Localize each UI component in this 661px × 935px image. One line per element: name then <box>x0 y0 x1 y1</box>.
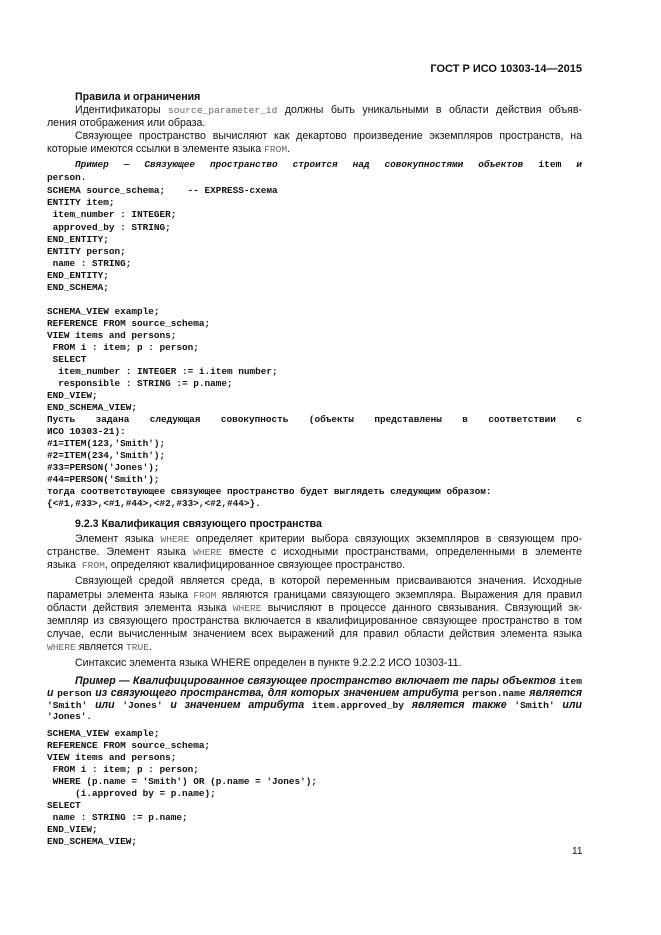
text: или <box>562 699 582 711</box>
inline-code: person <box>57 688 92 699</box>
text: и <box>561 159 582 170</box>
text: которые имеются ссылки в элементе языка <box>47 143 265 155</box>
code-line: END_VIEW; <box>47 824 98 835</box>
paragraph-line <box>47 546 582 559</box>
section-title: Правила и ограничения <box>75 91 201 103</box>
paragraph-line <box>47 602 582 615</box>
code-line: #44=PERSON('Smith'); <box>47 474 160 485</box>
code-line: END_VIEW; <box>47 390 98 401</box>
code-line: REFERENCE FROM source_schema; <box>47 740 211 751</box>
text: вместе с исходными пространствами, определенными в элементе <box>221 546 582 558</box>
code-line: ENTITY item; <box>47 197 115 208</box>
paragraph-line <box>75 104 582 117</box>
text: и значением атрибута <box>162 699 312 711</box>
text: является также <box>403 699 515 711</box>
example-line: person. <box>47 172 87 183</box>
code-line: name : STRING := p.name; <box>47 812 188 823</box>
paragraph-line: Связующей средой является среда, в которой переменным присваиваются значения. Исходные <box>75 575 582 587</box>
inline-code: person.name <box>462 688 526 699</box>
code-line: тогда соответствующее связующее пространство будет выглядеть следующим образом: <box>47 486 492 497</box>
code-line: item_number : INTEGER; <box>47 209 177 220</box>
paragraph-line <box>75 533 582 546</box>
inline-code: WHERE <box>232 603 262 614</box>
inline-code: WHERE <box>193 547 222 558</box>
inline-code: 'Jones' <box>122 700 163 711</box>
text: является <box>75 641 127 653</box>
paragraph-line <box>47 589 582 602</box>
code-line: END_ENTITY; <box>47 270 109 281</box>
standard-header: ГОСТ Р ИСО 10303-14—2015 <box>430 63 582 75</box>
code-line: SELECT <box>47 354 87 365</box>
code-line: END_SCHEMA_VIEW; <box>47 402 138 413</box>
example-line: 'Jones'. <box>47 711 93 722</box>
code-line: VIEW items and persons; <box>47 752 177 763</box>
inline-code: item <box>538 159 562 170</box>
code-line: VIEW items and persons; <box>47 330 177 341</box>
code-line: SCHEMA_VIEW example; <box>47 728 160 739</box>
text: должны быть уникальными в области действия объяв- <box>277 104 582 116</box>
paragraph-line <box>47 641 582 654</box>
code-line: END_ENTITY; <box>47 234 109 245</box>
paragraph-line <box>47 143 582 156</box>
inline-code: WHERE <box>47 642 76 653</box>
inline-code: WHERE <box>160 534 190 545</box>
text: из связующего пространства, для которых значением атрибута <box>91 687 463 699</box>
inline-code: FROM <box>193 590 217 601</box>
code-line: responsible : STRING := p.name; <box>47 378 233 389</box>
text: являются границами связующего экземпляра. Выражения для правил <box>216 589 582 601</box>
paragraph-line: случае, если вычисленным значением всех выражений для правил области действия элемента языка <box>47 628 582 640</box>
text: . <box>149 641 153 653</box>
page-number: 11 <box>572 846 583 857</box>
code-line: REFERENCE FROM source_schema; <box>47 318 211 329</box>
text: области действия элемента языка <box>47 602 233 614</box>
text: и <box>47 687 58 699</box>
text: Пример — Связующее пространство строится над совокупностями объектов <box>75 159 539 170</box>
code-line: ИСО 10303-21): <box>47 426 126 437</box>
inline-code: 'Smith' <box>47 700 88 711</box>
code-line: END_SCHEMA_VIEW; <box>47 836 138 847</box>
code-line: name : STRING; <box>47 258 132 269</box>
text: . <box>287 143 291 155</box>
code-line: SCHEMA_VIEW example; <box>47 306 160 317</box>
text: , определяют квалифицированное связующее пространство. <box>104 559 406 571</box>
inline-code: source_parameter_id <box>168 105 278 116</box>
inline-code: item.approved_by <box>311 700 404 711</box>
code-line: {<#1,#33>,<#1,#44>,<#2,#33>,<#2,#44>}. <box>47 498 261 509</box>
code-line: item_number : INTEGER := i.item number; <box>47 366 278 377</box>
paragraph-line: Синтаксис элемента языка WHERE определен в пункте 9.2.2.2 ИСО 10303-11. <box>75 657 462 669</box>
code-line: (i.approved by = p.name); <box>47 788 216 799</box>
inline-code: FROM <box>81 560 105 571</box>
code-line: SELECT <box>47 800 81 811</box>
text: странстве. Элемент языка <box>47 546 194 558</box>
inline-code: TRUE <box>126 642 150 653</box>
code-line: approved_by : STRING; <box>47 222 171 233</box>
text: является <box>525 687 582 699</box>
text: определяет критерии выбора связующих экземпляров в связующем про- <box>189 533 582 545</box>
example-line <box>75 159 582 171</box>
code-line: FROM i : item; p : person; <box>47 764 199 775</box>
paragraph-line: Связующее пространство вычисляют как декартово произведение экземпляров пространств, на <box>75 130 582 142</box>
inline-code: FROM <box>264 144 288 155</box>
text: языка <box>47 559 82 571</box>
code-line: #1=ITEM(123,'Smith'); <box>47 438 166 449</box>
code-line: Пусть задана следующая совокупность (объекты представлены в соответствии с <box>47 414 582 425</box>
text: Идентификаторы <box>75 104 169 116</box>
code-line: SCHEMA source_schema; -- EXPRESS-схема <box>47 185 278 196</box>
text: Элемент языка <box>75 533 161 545</box>
paragraph-line: земпляр из связующего пространства включается в квалифицированное связующее пространство в том <box>47 615 582 627</box>
inline-code: item <box>558 676 582 687</box>
paragraph-line <box>47 559 582 572</box>
code-line: END_SCHEMA; <box>47 282 109 293</box>
code-line: ENTITY person; <box>47 246 126 257</box>
text: или <box>95 699 123 711</box>
code-line: FROM i : item; p : person; <box>47 342 199 353</box>
inline-code: 'Smith' <box>514 700 555 711</box>
text: вычисляют в процессе данного связывания. Связующий эк- <box>261 602 582 614</box>
paragraph-line: ления отображения или образа. <box>47 117 206 129</box>
text: Пример — Квалифицированное связующее пространство включает те пары объектов <box>75 675 559 687</box>
text: параметры элемента языка <box>47 589 194 601</box>
code-line: #33=PERSON('Jones'); <box>47 462 160 473</box>
section-title: 9.2.3 Квалификация связующего пространства <box>75 518 322 530</box>
code-line: #2=ITEM(234,'Smith'); <box>47 450 166 461</box>
code-line: WHERE (p.name = 'Smith') OR (p.name = 'Jones'); <box>47 776 318 787</box>
